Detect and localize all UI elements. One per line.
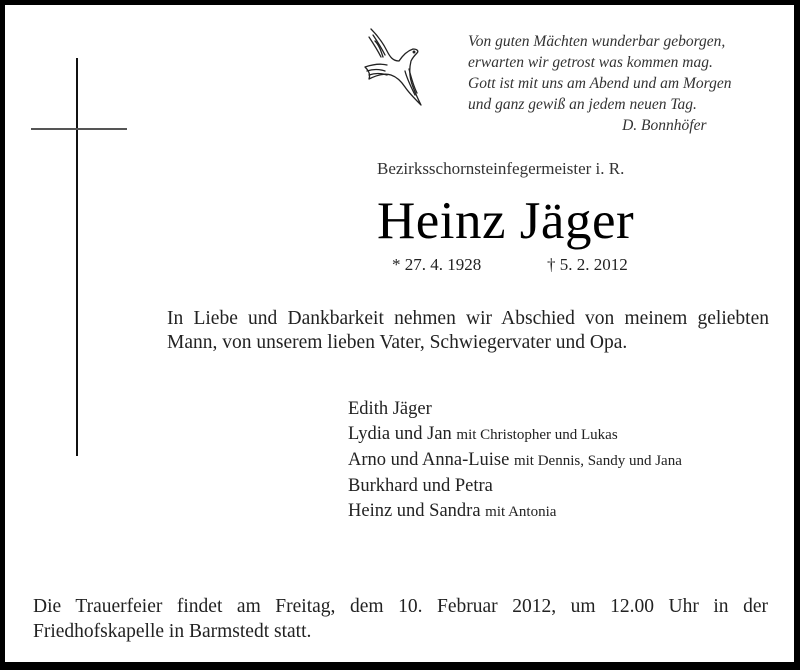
family-member: Arno und Anna-Luise mit Dennis, Sandy und Jana: [348, 450, 682, 470]
service-line: Friedhofskapelle in Barmstedt statt.: [33, 621, 312, 642]
family-member: Heinz und Sandra mit Antonia: [348, 501, 557, 521]
cross-icon-vertical: [76, 58, 78, 456]
family-member: Lydia und Jan mit Christopher und Lukas: [348, 424, 618, 444]
occupation: Bezirksschornsteinfegermeister i. R.: [377, 159, 625, 178]
family-member: Edith Jäger: [348, 399, 432, 419]
quote-block: [468, 31, 732, 136]
death-date: † 5. 2. 2012: [547, 255, 628, 274]
quote-line: und ganz gewiß an jedem neuen Tag.: [468, 96, 697, 113]
quote-author: D. Bonnhöfer: [622, 117, 707, 134]
quote-line: erwarten wir getrost was kommen mag.: [468, 54, 713, 71]
quote-line: Gott ist mit uns am Abend und am Morgen: [468, 75, 732, 92]
family-list: [348, 397, 682, 525]
dove-icon: [363, 25, 433, 107]
quote-line: Von guten Mächten wunderbar geborgen,: [468, 33, 726, 50]
funeral-service-info: [33, 594, 768, 644]
service-line: Die Trauerfeier findet am Freitag, dem 10. Februar 2012, um 12.00 Uhr in der: [33, 596, 768, 617]
obituary-notice: [5, 5, 794, 662]
birth-date: * 27. 4. 1928: [392, 255, 482, 274]
family-member: Burkhard und Petra: [348, 476, 493, 496]
farewell-message: In Liebe und Dankbarkeit nehmen wir Abschied von meinem geliebten Mann, von unserem lieben Vater, Schwiegervater und Opa.: [167, 308, 769, 353]
cross-icon-horizontal: [31, 128, 127, 130]
deceased-name: Heinz Jäger: [377, 192, 635, 250]
